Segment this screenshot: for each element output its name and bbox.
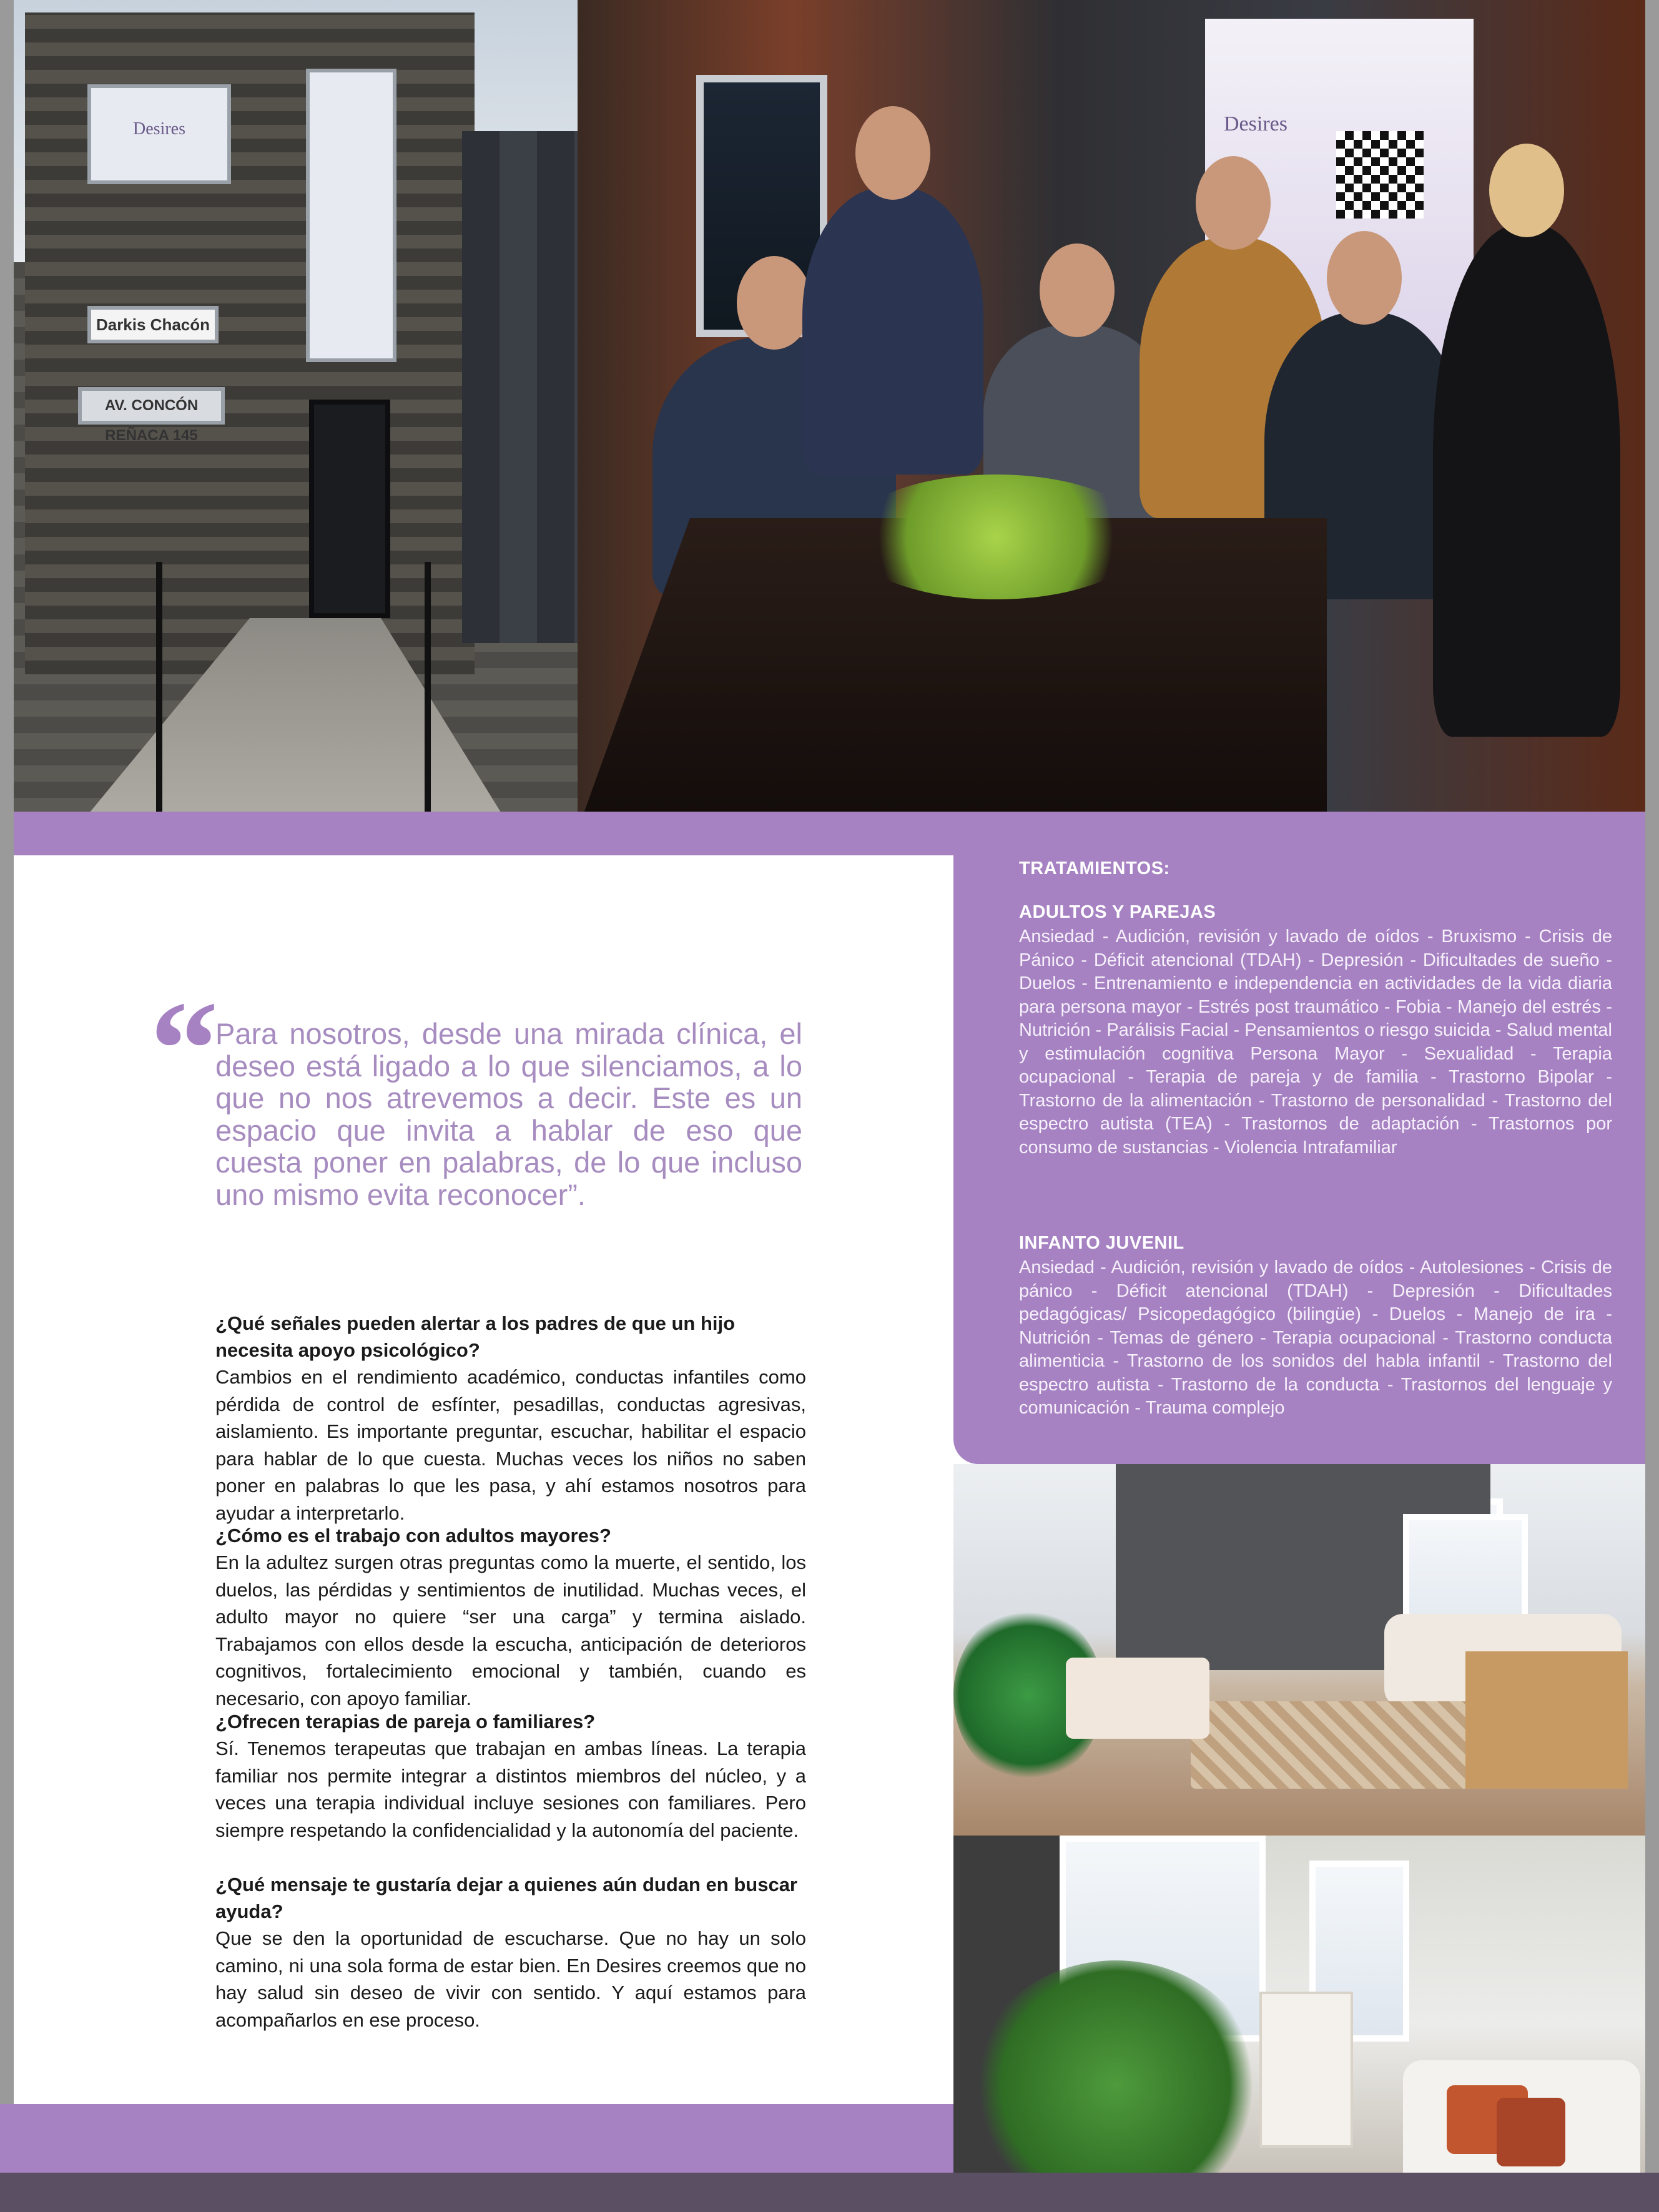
- quote-text: Para nosotros, desde una mirada clínica, el deseo está ligado a lo que silenciamos, a lo que no nos atrevemos a decir. Este es un espacio que invita a hablar de eso que cuesta poner en palabras, de lo que incluso uno mismo evita reconocer”.: [215, 1017, 802, 1211]
- qa-block: [215, 1871, 806, 2033]
- rug: [1191, 1701, 1478, 1789]
- name-plaque-text: Darkis Chacón: [96, 315, 210, 334]
- bottom-purple-band: [0, 2104, 953, 2173]
- address-plaque-text: AV. CONCÓN REÑACA 145: [104, 397, 199, 444]
- youth-heading: INFANTO JUVENIL: [1019, 1233, 1184, 1253]
- right-gutter: [1645, 0, 1659, 2212]
- kids-table: [1465, 1651, 1628, 1789]
- bottom-dark-band: [0, 2173, 1659, 2212]
- services-sign: [306, 69, 396, 362]
- qa-block: [215, 1310, 806, 1526]
- name-plaque: [87, 306, 219, 343]
- team-group-photo: [578, 0, 1645, 830]
- qa-block: [215, 1522, 806, 1712]
- plant: [846, 474, 1146, 599]
- qa-block: [215, 1708, 806, 1844]
- person: [1433, 225, 1620, 737]
- building-logo-text: Desires: [133, 119, 185, 139]
- pillow: [1497, 2098, 1565, 2166]
- adults-heading: ADULTOS Y PAREJAS: [1019, 902, 1216, 922]
- building-facade-photo: [0, 0, 578, 830]
- adults-list: Ansiedad - Audición, revisión y lavado de oídos - Bruxismo - Crisis de Pánico - Déficit atencional (TDAH) - Depresión - Dificultades de sueño - Duelos - Entrenamiento e independencia en actividades de la vida diaria para persona mayor - Estrés post traumático - Fobia - Manejo del estrés - Nutrición - Parálisis Facial - Pensamientos o riesgo suicida - Salud mental y estimulación cognitiva Persona Mayor - Sexualidad - Terapia ocupacional - Terapia de pareja y de familia - Trastorno Bipolar - Trastorno de la alimentación - Trastorno de personalidad - Trastorno del espectro autista (TEA) - Trastornos de adaptación - Trastornos por consumo de sustancias - Violencia Intrafamiliar: [1019, 927, 1612, 1158]
- person: [802, 187, 983, 474]
- question: ¿Qué señales pueden alertar a los padres de que un hijo necesita apoyo psicológico?: [215, 1312, 736, 1361]
- youth-list: Ansiedad - Audición, revisión y lavado de oídos - Autolesiones - Crisis de pánico - Déficit atencional (TDAH) - Depresión - Dificultades pedagógicas/ Psicopedagógico (bilingüe) - Duelos - Manejo de ira - Nutrición - Temas de género - Terapia ocupacional - Trastorno conducta alimenticia - Trastorno de los sonidos del habla infantil - Trastorno del espectro autista - Trastorno de la conducta - Trastornos del lenguaje y comunicación - Trauma complejo: [1019, 1257, 1612, 1418]
- question: ¿Cómo es el trabajo con adultos mayores?: [215, 1525, 611, 1546]
- question: ¿Qué mensaje te gustaría dejar a quienes aún dudan en buscar ayuda?: [215, 1874, 797, 1922]
- shelf: [1259, 1992, 1353, 2148]
- answer: Que se den la oportunidad de escucharse. Que no hay un solo camino, ni una sola forma de estar bien. En Desires creemos que no hay salud sin deseo de vivir con sentido. Y aquí estamos para acompañarlos en ese proceso.: [215, 1927, 806, 2031]
- building-logo-sign: [87, 84, 231, 184]
- therapy-room-photo: [953, 1464, 1645, 1836]
- address-plaque: [78, 387, 225, 444]
- answer: Cambios en el rendimiento académico, conductas infantiles como pérdida de control de esfínter, pesadillas, conductas agresivas, aislamiento. Es importante preguntar, escuchar, habilitar el espacio para hablar de lo que cuesta. Muchas veces los niños no saben poner en palabras lo que les pasa, y ahí estamos nosotros para ayudar a interpretarlo.: [215, 1366, 806, 1524]
- answer: Sí. Tenemos terapeutas que trabajan en ambas líneas. La terapia familiar nos permite integrar a distintos miembros del núcleo, y a veces una terapia individual incluye sesiones con familiares. Pero siempre respetando la confidencialidad y la autonomía del paciente.: [215, 1738, 806, 1841]
- toy-shelf: [1066, 1658, 1209, 1739]
- treatments-panel: [953, 830, 1645, 1464]
- treatments-title: TRATAMIENTOS:: [1019, 858, 1170, 878]
- consultation-room-photo: [953, 1836, 1645, 2212]
- qr-code: [1336, 131, 1424, 219]
- railing: [425, 562, 431, 830]
- banner-logo-text: Desires: [1224, 112, 1287, 135]
- answer: En la adultez surgen otras preguntas como la muerte, el sentido, los duelos, las pérdidas y sentimientos de inutilidad. Muchas veces, el adulto mayor no quiere “ser una carga” y termina aislado. Trabajamos con ellos desde la escucha, anticipación de deterioros cognitivos, fortalecimiento emocional y también, cuando es necesario, con apoyo familiar.: [215, 1551, 806, 1709]
- front-door: [309, 400, 390, 618]
- quote-mark-icon: “: [150, 973, 219, 1125]
- question: ¿Ofrecen terapias de pareja o familiares?: [215, 1711, 596, 1733]
- left-gutter: [0, 0, 14, 2212]
- side-wall: [462, 131, 578, 643]
- railing: [156, 562, 162, 830]
